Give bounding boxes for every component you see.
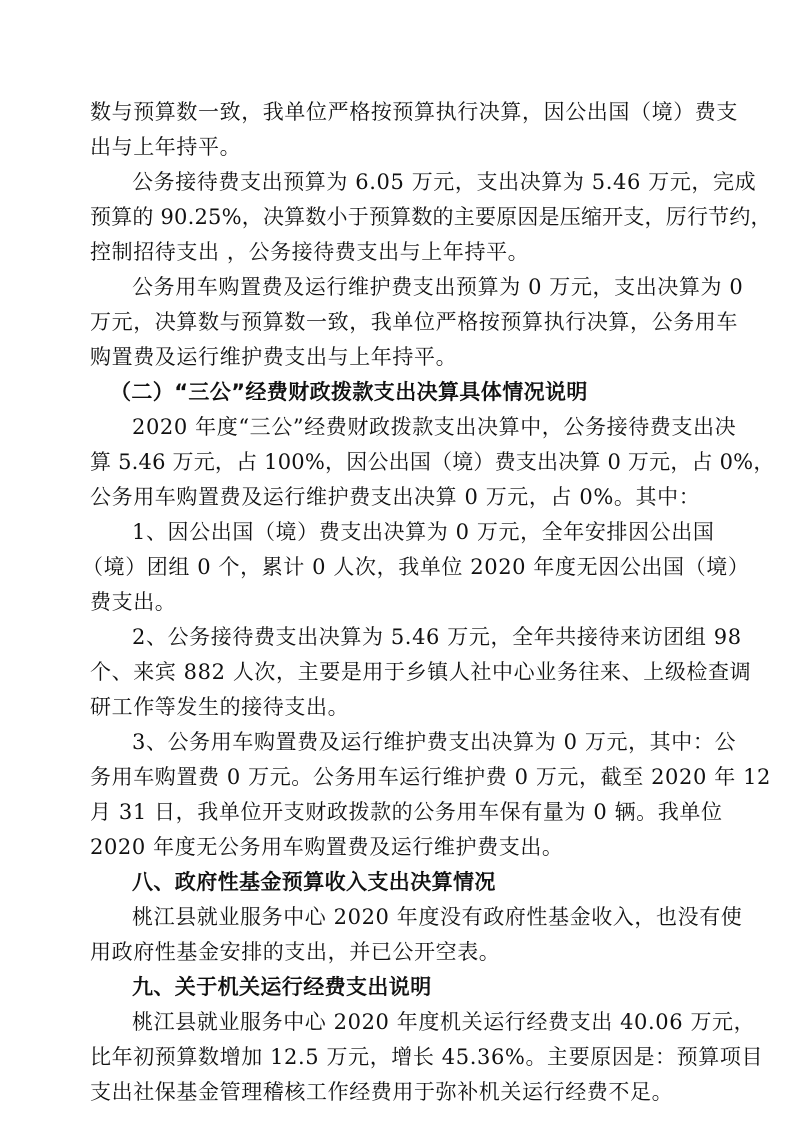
paragraph-line: 购置费及运行维护费支出与上年持平。 — [90, 345, 458, 369]
paragraph-line: 2020 年度无公务用车购置费及运行维护费支出。 — [90, 835, 564, 859]
paragraph-line: 算 5.46 万元，占 100%，因公出国（境）费支出决算 0 万元，占 0%， — [90, 450, 775, 474]
paragraph-line: 务用车购置费 0 万元。公务用车运行维护费 0 万元，截至 2020 年 12 — [90, 765, 772, 789]
paragraph-line: 用政府性基金安排的支出，并已公开空表。 — [90, 940, 501, 964]
paragraph-line: 比年初预算数增加 12.5 万元，增长 45.36%。主要原因是：预算项目 — [90, 1045, 764, 1069]
section-heading: （二）“三公”经费财政拨款支出决算具体情况说明 — [110, 380, 588, 404]
paragraph-line: 桃江县就业服务中心 2020 年度没有政府性基金收入，也没有使 — [132, 905, 743, 929]
section-heading: 九、关于机关运行经费支出说明 — [132, 975, 432, 999]
paragraph-line: 费支出。 — [90, 590, 177, 614]
paragraph-line: 2、公务接待费支出决算为 5.46 万元，全年共接待来访团组 98 — [132, 625, 742, 649]
paragraph-line: 万元，决算数与预算数一致，我单位严格按预算执行决算，公务用车 — [90, 310, 738, 334]
paragraph-line: 预算的 90.25%，决算数小于预算数的主要原因是压缩开支，厉行节约， — [90, 205, 772, 229]
paragraph-line: 出与上年持平。 — [90, 135, 242, 159]
paragraph-line: 数与预算数一致，我单位严格按预算执行决算，因公出国（境）费支 — [90, 100, 738, 124]
section-heading: 八、政府性基金预算收入支出决算情况 — [132, 870, 496, 894]
paragraph-line: 个、来宾 882 人次，主要是用于乡镇人社中心业务往来、上级检查调 — [90, 660, 752, 684]
paragraph-line: 月 31 日，我单位开支财政拨款的公务用车保有量为 0 辆。我单位 — [90, 800, 723, 824]
paragraph-line: 研工作等发生的接待支出。 — [90, 695, 350, 719]
paragraph-line: 2020 年度“三公”经费财政拨款支出决算中，公务接待费支出决 — [132, 415, 737, 439]
paragraph-line: 1、因公出国（境）费支出决算为 0 万元，全年安排因公出国 — [132, 520, 715, 544]
paragraph-line: 桃江县就业服务中心 2020 年度机关运行经费支出 40.06 万元， — [132, 1010, 756, 1034]
paragraph-line: 公务用车购置费及运行维护费支出决算 0 万元，占 0%。其中： — [90, 485, 701, 509]
paragraph-line: 支出社保基金管理稽核工作经费用于弥补机关运行经费不足。 — [90, 1080, 674, 1104]
paragraph-line: 控制招待支出 ，公务接待费支出与上年持平。 — [90, 240, 530, 264]
paragraph-line: 公务用车购置费及运行维护费支出预算为 0 万元，支出决算为 0 — [132, 275, 744, 299]
paragraph-line: 公务接待费支出预算为 6.05 万元，支出决算为 5.46 万元，完成 — [132, 170, 757, 194]
paragraph-line: （境）团组 0 个，累计 0 人次，我单位 2020 年度无因公出国（境） — [82, 555, 750, 579]
paragraph-line: 3、公务用车购置费及运行维护费支出决算为 0 万元，其中：公 — [132, 730, 737, 754]
